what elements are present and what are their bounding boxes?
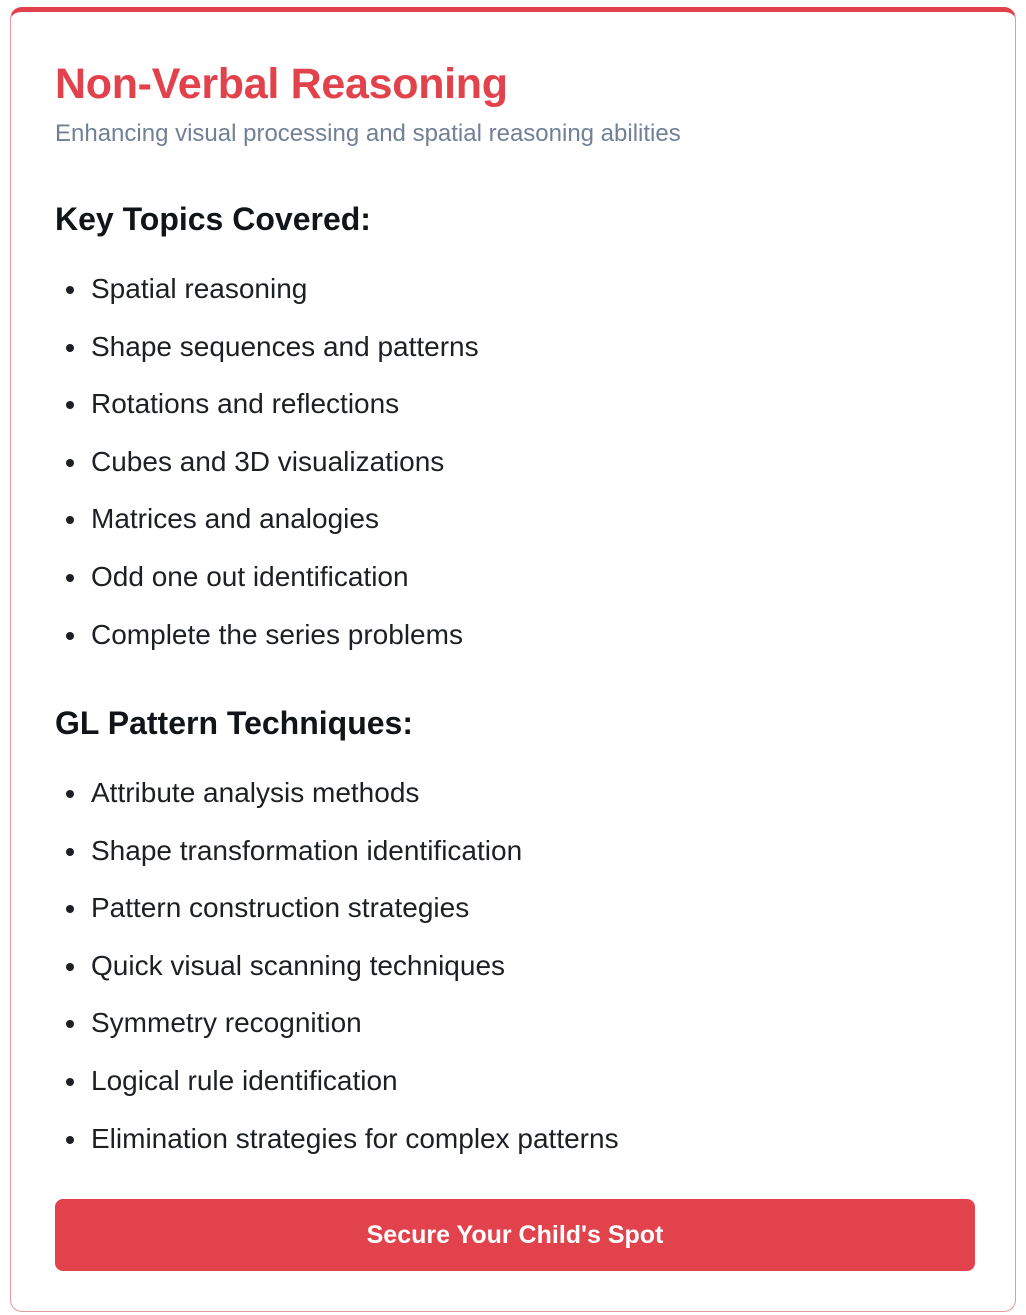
bullet-icon [66,286,74,294]
bullet-icon [66,1020,74,1028]
bullet-icon [66,344,74,352]
bullet-icon [66,1136,74,1144]
secure-spot-button[interactable]: Secure Your Child's Spot [55,1199,975,1271]
bullet-icon [66,459,74,467]
bullet-icon [66,1078,74,1086]
bullet-icon [66,905,74,913]
course-card: Non-Verbal Reasoning Enhancing visual processing and spatial reasoning abilities Key Topics Covered: Spatial reasoning Shape sequences and patterns Rotations and reflections Cubes and 3D visualizations Matrices and analogies Odd one out identification Complete the series problems GL Pattern Techniques: Attribute analysis methods Shape transformation identification Pattern construction strategies Quick visual scanning techniques Symmetry recognition Logical rule identification Elimination strategies for complex patterns Secure Your Child's Spot [10,7,1016,1312]
bullet-icon [66,632,74,640]
bullet-icon [66,516,74,524]
key-topics-heading: Key Topics Covered: [55,201,371,237]
bullet-icon [66,574,74,582]
card-subtitle: Enhancing visual processing and spatial reasoning abilities [55,120,681,147]
bullet-icon [66,963,74,971]
bullet-icon [66,401,74,409]
bullet-icon [66,790,74,798]
card-title: Non-Verbal Reasoning [55,60,508,108]
bullet-icon [66,848,74,856]
techniques-heading: GL Pattern Techniques: [55,705,413,741]
